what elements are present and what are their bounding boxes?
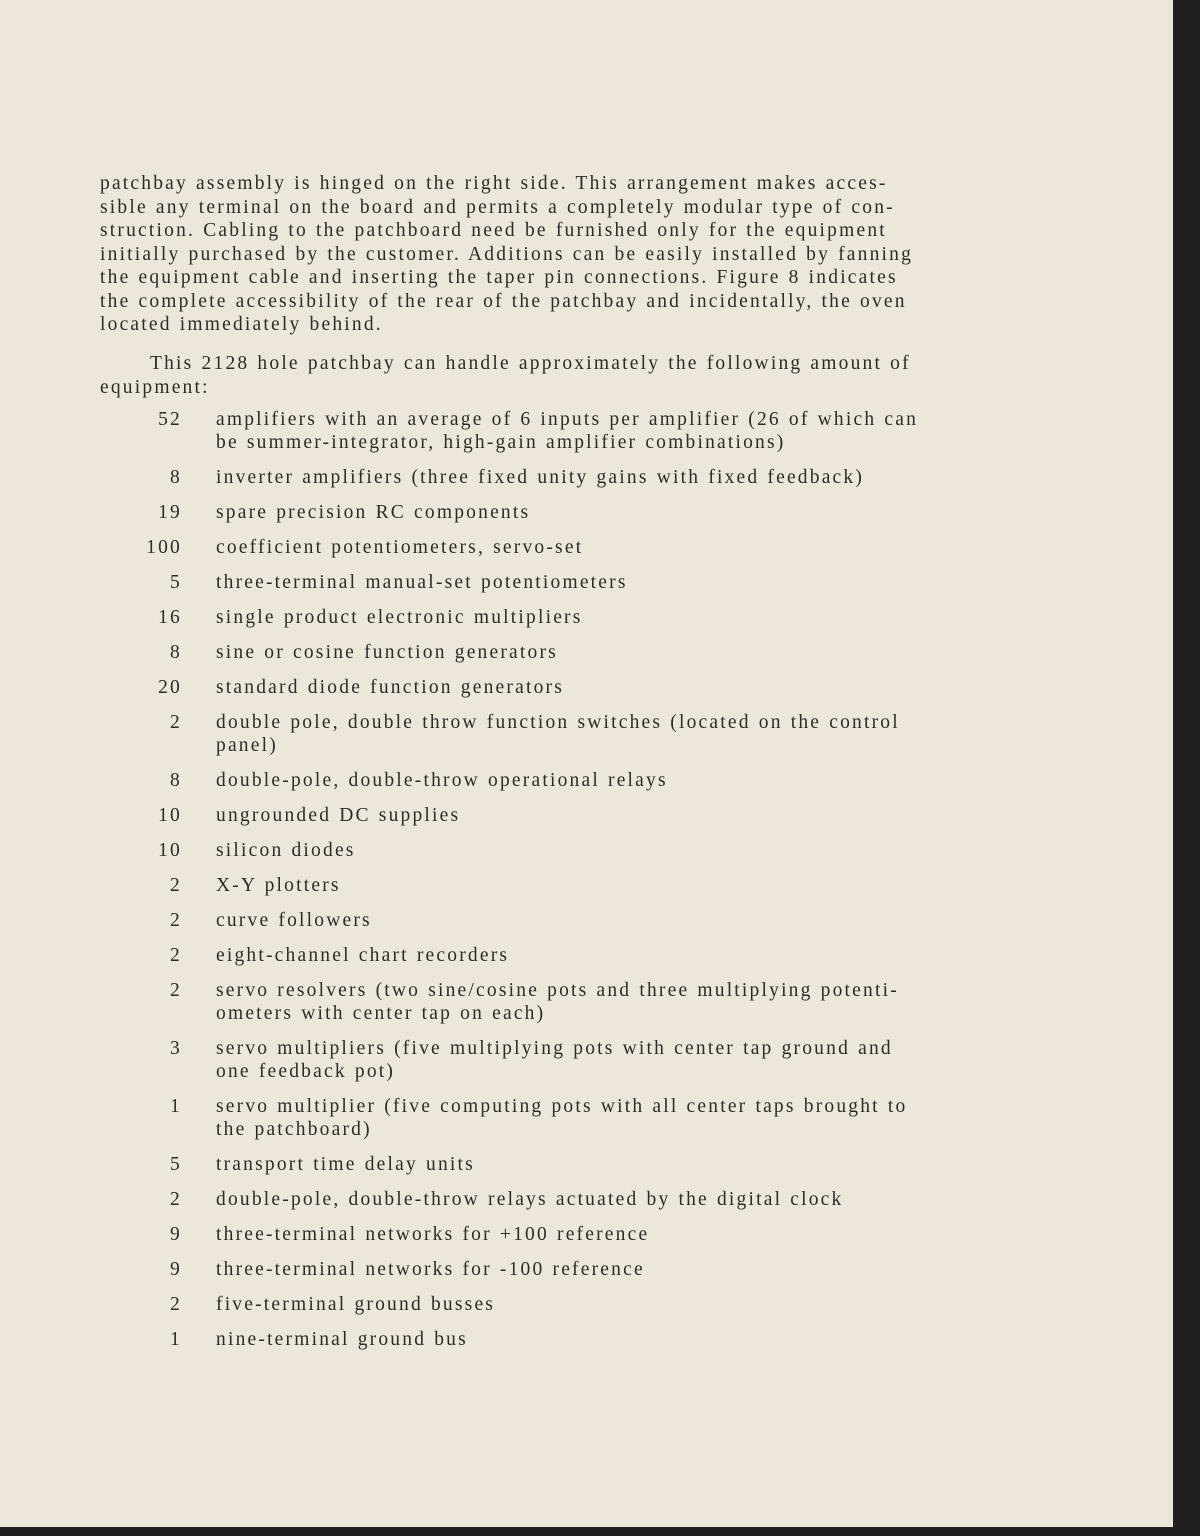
item-description (216, 676, 564, 699)
list-item (100, 1223, 918, 1246)
list-item (100, 1188, 918, 1211)
list-item (100, 501, 918, 524)
item-description (216, 606, 583, 629)
list-item (100, 804, 918, 827)
item-description (216, 1328, 468, 1351)
item-quantity: 2 (170, 945, 182, 966)
description-line: servo multiplier (five computing pots with all center taps brought to (216, 1096, 908, 1117)
description-line: three-terminal networks for +100 reference (216, 1224, 650, 1245)
item-description (216, 408, 918, 454)
list-item (100, 979, 918, 1025)
item-description (216, 1188, 844, 1211)
item-quantity: 8 (170, 770, 182, 791)
description-line: eight-channel chart recorders (216, 945, 510, 966)
item-description (216, 944, 509, 967)
item-quantity: 9 (170, 1259, 182, 1280)
list-item (100, 839, 918, 862)
list-item (100, 536, 918, 559)
list-item (100, 1293, 918, 1316)
description-line: inverter amplifiers (three fixed unity gains with fixed feedback) (216, 467, 865, 488)
item-quantity: 2 (170, 1294, 182, 1315)
item-quantity: 2 (170, 712, 182, 733)
list-item (100, 769, 918, 792)
capacity-paragraph (100, 352, 911, 399)
description-line: ungrounded DC supplies (216, 805, 461, 826)
item-description (216, 769, 668, 792)
list-item (100, 408, 918, 454)
item-description (216, 536, 583, 559)
description-line: ometers with center tap on each) (216, 1003, 546, 1024)
item-quantity: 10 (158, 840, 182, 861)
description-line: one feedback pot) (216, 1061, 396, 1082)
description-line: double-pole, double-throw relays actuated by the digital clock (216, 1189, 844, 1210)
equipment-list (100, 408, 918, 1363)
item-description (216, 1293, 495, 1316)
item-quantity: 2 (170, 910, 182, 931)
item-description (216, 1223, 649, 1246)
item-description (216, 466, 864, 489)
item-quantity: 3 (170, 1038, 182, 1059)
text-line: This 2128 hole patchbay can handle approximately the following amount of (150, 353, 911, 374)
description-line: silicon diodes (216, 840, 356, 861)
item-description (216, 979, 899, 1025)
item-description (216, 641, 558, 664)
item-description (216, 909, 372, 932)
item-quantity: 5 (170, 1154, 182, 1175)
description-line: double pole, double throw function switches (located on the control (216, 712, 900, 733)
item-quantity: 10 (158, 805, 182, 826)
list-item (100, 1328, 918, 1351)
item-quantity: 9 (170, 1224, 182, 1245)
item-quantity: 52 (158, 409, 182, 430)
list-item (100, 676, 918, 699)
list-item (100, 1095, 918, 1141)
item-description (216, 571, 628, 594)
description-line: five-terminal ground busses (216, 1294, 496, 1315)
list-item (100, 641, 918, 664)
list-item (100, 711, 918, 757)
text-line: initially purchased by the customer. Additions can be easily installed by fanning (100, 243, 914, 265)
text-line: the equipment cable and inserting the taper pin connections. Figure 8 indicates (100, 267, 898, 288)
item-quantity: 16 (158, 607, 182, 628)
description-line: three-terminal networks for -100 reference (216, 1259, 645, 1280)
list-item (100, 909, 918, 932)
item-description (216, 874, 341, 897)
text-line: located immediately behind. (100, 314, 383, 335)
item-description (216, 1095, 907, 1141)
description-line: curve followers (216, 910, 372, 931)
description-line: nine-terminal ground bus (216, 1329, 468, 1350)
description-line: panel) (216, 735, 278, 756)
item-description (216, 804, 460, 827)
list-item (100, 606, 918, 629)
item-description (216, 1037, 893, 1083)
item-quantity: 20 (158, 677, 182, 698)
item-description (216, 1258, 645, 1281)
description-line: be summer-integrator, high-gain amplifier combinations) (216, 432, 786, 453)
item-quantity: 2 (170, 980, 182, 1001)
description-line: three-terminal manual-set potentiometers (216, 572, 628, 593)
list-item (100, 571, 918, 594)
list-item (100, 1258, 918, 1281)
description-line: servo resolvers (two sine/cosine pots and three multiplying potenti- (216, 980, 899, 1001)
description-line: servo multipliers (five multiplying pots with center tap ground and (216, 1038, 893, 1059)
text-line: struction. Cabling to the patchboard need be furnished only for the equipment (100, 220, 887, 241)
item-quantity: 2 (170, 1189, 182, 1210)
text-line: sible any terminal on the board and permits a completely modular type of con- (100, 196, 895, 218)
description-line: X-Y plotters (216, 875, 341, 896)
text-line: equipment: (100, 376, 210, 398)
description-line: amplifiers with an average of 6 inputs per amplifier (26 of which can (216, 409, 919, 430)
text-line: the complete accessibility of the rear of the patchbay and incidentally, the oven (100, 290, 907, 312)
description-line: spare precision RC components (216, 502, 531, 523)
description-line: coefficient potentiometers, servo-set (216, 537, 584, 558)
item-description (216, 839, 356, 862)
item-quantity: 1 (170, 1096, 182, 1117)
item-quantity: 8 (170, 642, 182, 663)
description-line: single product electronic multipliers (216, 607, 583, 628)
text-line: patchbay assembly is hinged on the right side. This arrangement makes acces- (100, 173, 888, 194)
intro-paragraph (100, 172, 913, 337)
list-item (100, 466, 918, 489)
item-quantity: 1 (170, 1329, 182, 1350)
item-quantity: 5 (170, 572, 182, 593)
list-item (100, 874, 918, 897)
list-item (100, 944, 918, 967)
item-description (216, 711, 900, 757)
item-description (216, 1153, 475, 1176)
item-quantity: 8 (170, 467, 182, 488)
description-line: standard diode function generators (216, 677, 565, 698)
description-line: the patchboard) (216, 1119, 372, 1140)
item-quantity: 100 (146, 537, 182, 558)
description-line: transport time delay units (216, 1154, 475, 1175)
item-description (216, 501, 530, 524)
item-quantity: 19 (158, 502, 182, 523)
description-line: double-pole, double-throw operational relays (216, 770, 668, 791)
item-quantity: 2 (170, 875, 182, 896)
list-item (100, 1037, 918, 1083)
description-line: sine or cosine function generators (216, 642, 558, 663)
list-item (100, 1153, 918, 1176)
